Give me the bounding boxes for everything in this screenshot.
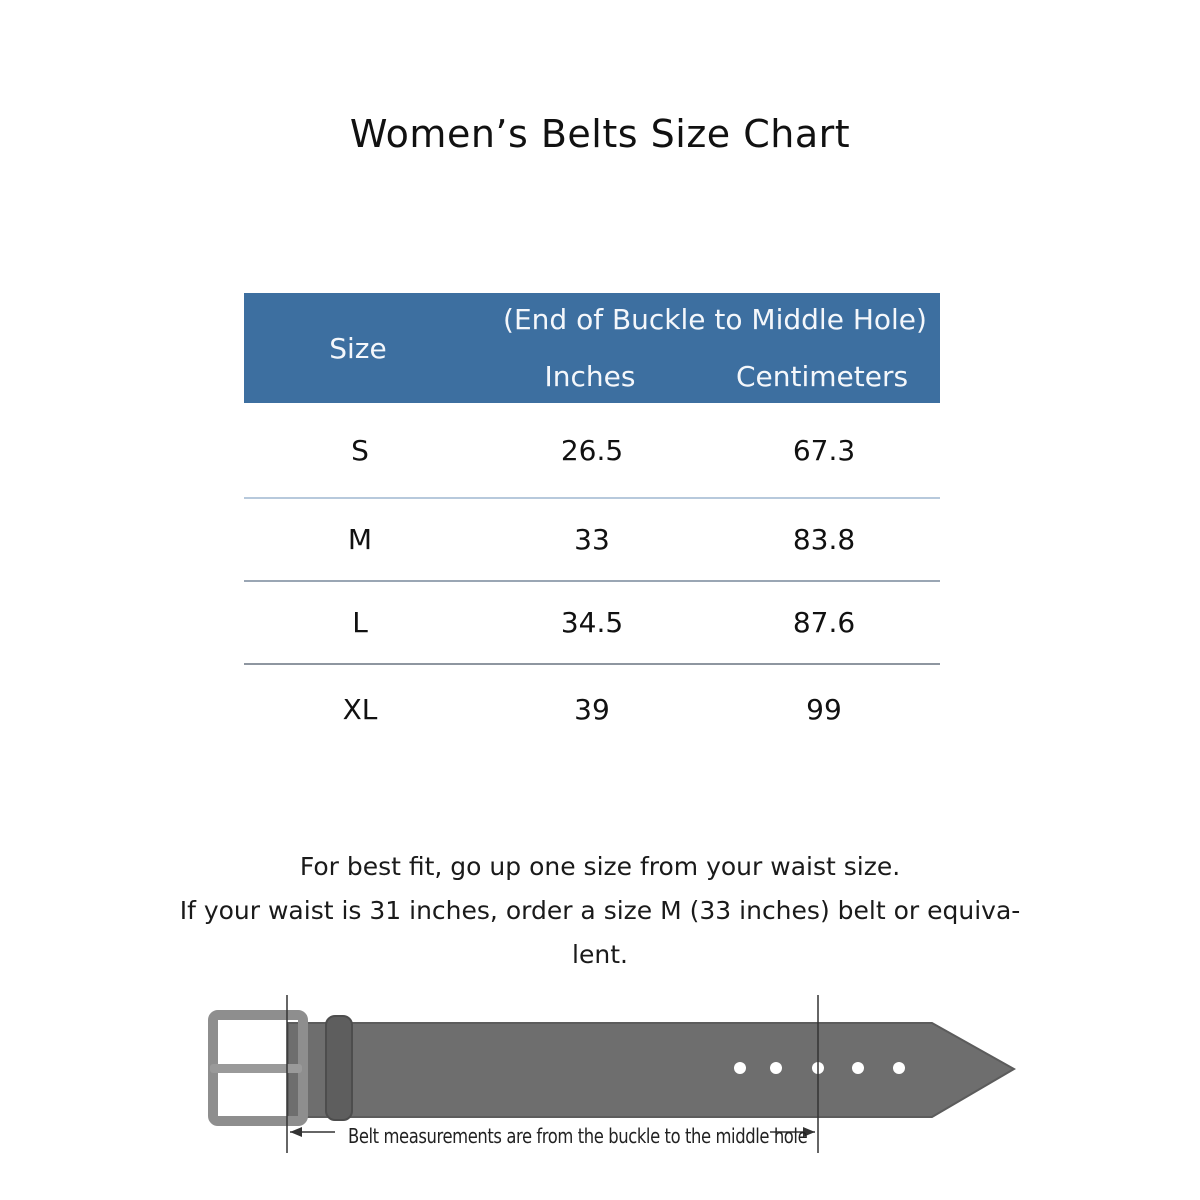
cell-size: S [351, 433, 369, 467]
cell-inches: 26.5 [560, 433, 624, 467]
table-header [244, 293, 940, 403]
header-centimeters: Centimeters [735, 360, 909, 393]
belt-measure-caption: Belt measurements are from the buckle to the middle hole [348, 1124, 808, 1148]
belt-hole [770, 1062, 782, 1074]
chart-title: Women’s Belts Size Chart [349, 112, 851, 156]
fit-tip-line-2: If your waist is 31 inches, order a size M (33 inches) belt or equiva- [179, 896, 1021, 925]
cell-size: XL [342, 692, 378, 726]
table-row [244, 499, 940, 582]
belt-hole [734, 1062, 746, 1074]
cell-centimeters: 99 [806, 692, 842, 726]
cell-centimeters: 83.8 [792, 523, 856, 556]
belt-strap [288, 1023, 1014, 1117]
arrowhead-left-icon [290, 1127, 302, 1137]
cell-size: L [352, 606, 368, 639]
table-row [244, 403, 940, 499]
fit-tip-line-1: For best fit, go up one size from your waist size. [299, 852, 901, 881]
cell-inches: 33 [574, 523, 610, 556]
cell-size: M [347, 523, 373, 556]
cell-centimeters: 67.3 [792, 433, 856, 467]
header-size: Size [329, 331, 387, 365]
buckle-prong [210, 1064, 302, 1073]
header-inches: Inches [544, 360, 636, 393]
belt-hole [852, 1062, 864, 1074]
cell-inches: 39 [574, 692, 610, 726]
cell-inches: 34.5 [560, 606, 624, 639]
header-measurement-note: (End of Buckle to Middle Hole) [503, 303, 927, 336]
belt-hole [893, 1062, 905, 1074]
size-table [244, 293, 940, 753]
table-row [244, 582, 940, 665]
table-row [244, 665, 940, 753]
cell-centimeters: 87.6 [792, 606, 856, 639]
fit-tip-line-3: lent. [572, 940, 628, 969]
belt-keeper [326, 1016, 352, 1120]
